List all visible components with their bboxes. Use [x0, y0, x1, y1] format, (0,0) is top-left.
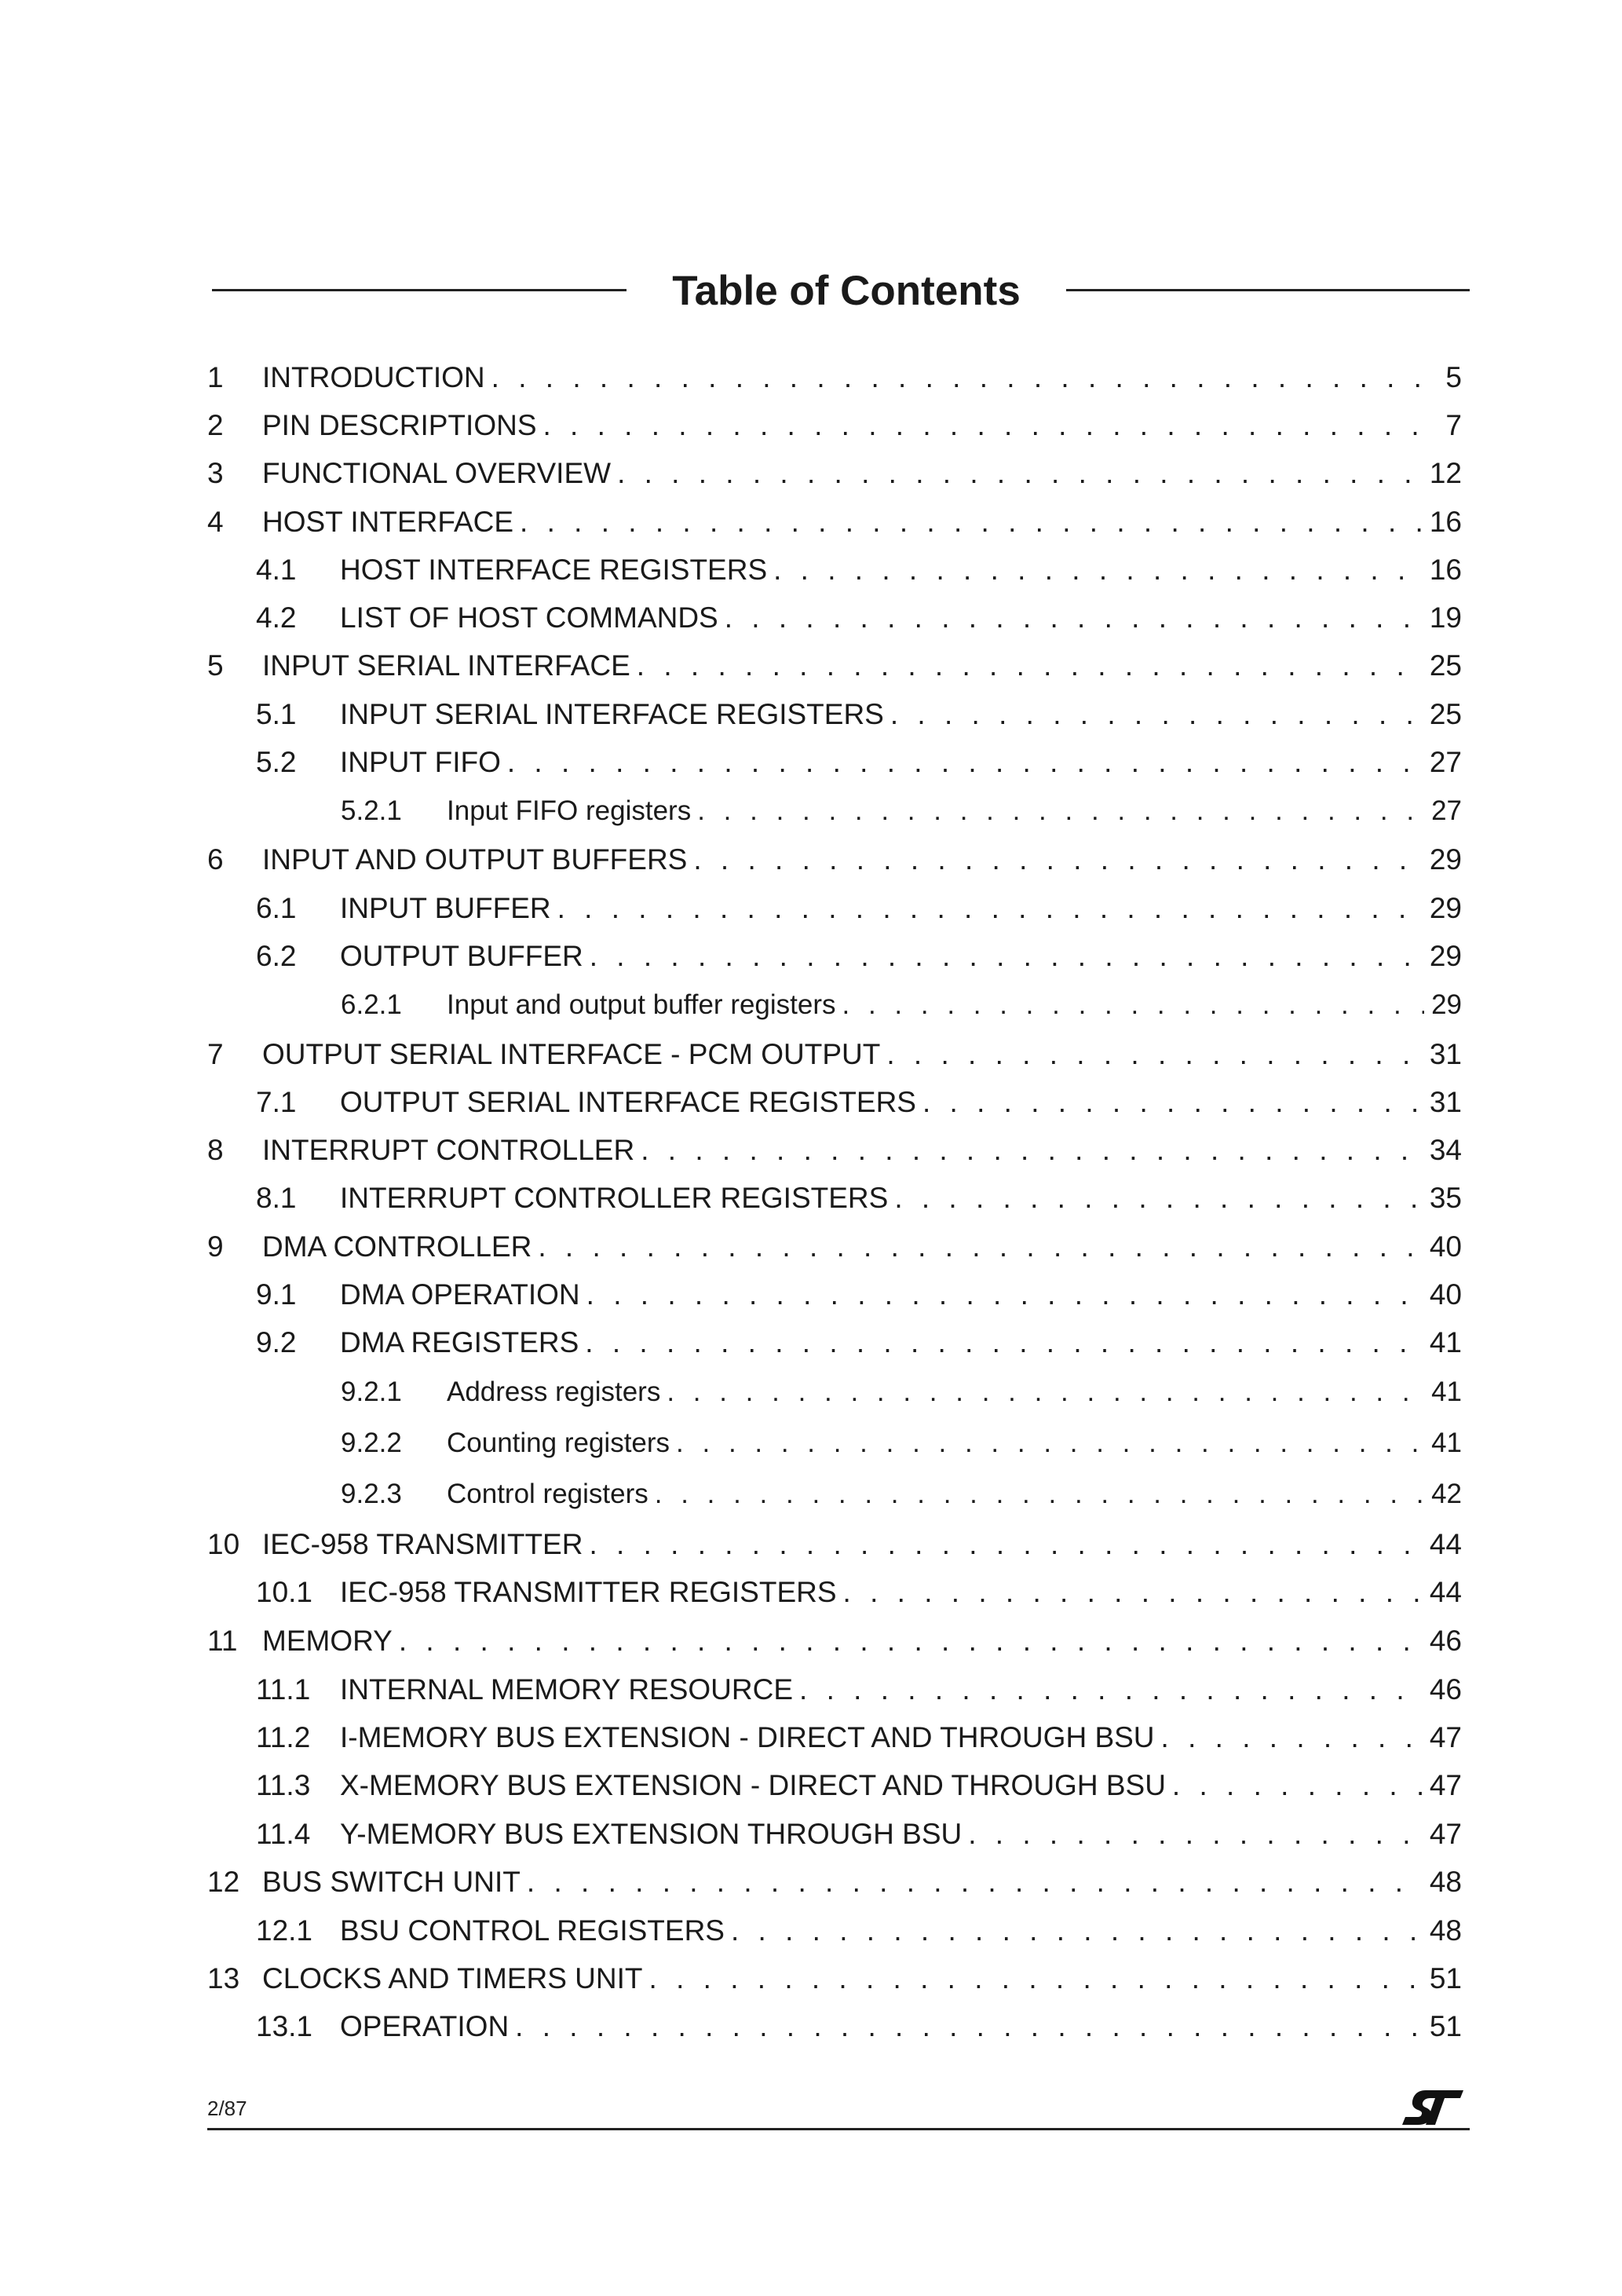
toc-dot-leader — [697, 792, 1424, 831]
toc-entry-page: 29 — [1429, 940, 1462, 972]
toc-entry[interactable] — [207, 598, 1462, 638]
toc-entry-page: 48 — [1429, 1914, 1462, 1947]
toc-dot-leader — [799, 1670, 1423, 1709]
toc-entry[interactable] — [207, 695, 1462, 734]
toc-dot-leader — [507, 743, 1423, 782]
toc-dot-leader — [585, 1323, 1423, 1362]
toc-dot-leader — [399, 1621, 1423, 1661]
toc-entry-label: OUTPUT SERIAL INTERFACE - PCM OUTPUT — [262, 1038, 881, 1070]
toc-entry-number: 1 — [207, 361, 224, 393]
toc-entry[interactable] — [207, 743, 1462, 782]
toc-entry-number: 3 — [207, 457, 224, 489]
toc-entry-page: 46 — [1429, 1673, 1462, 1706]
toc-dot-leader — [586, 1275, 1423, 1314]
toc-entry-label: INPUT BUFFER — [340, 892, 551, 924]
toc-dot-leader — [667, 1373, 1424, 1412]
toc-entry-label: INPUT AND OUTPUT BUFFERS — [262, 843, 688, 876]
toc-entry-number: 5.1 — [256, 698, 297, 730]
toc-entry[interactable] — [207, 503, 1462, 542]
toc-dot-leader — [842, 985, 1424, 1025]
toc-dot-leader — [491, 358, 1424, 397]
toc-entry[interactable] — [207, 985, 1462, 1025]
toc-entry-number: 13 — [207, 1962, 240, 1994]
toc-dot-leader — [655, 1475, 1424, 1514]
toc-dot-leader — [725, 598, 1423, 638]
toc-dot-leader — [843, 1573, 1423, 1612]
toc-entry-page: 27 — [1429, 746, 1462, 778]
toc-entry-number: 9 — [207, 1230, 224, 1263]
toc-dot-leader — [1172, 1766, 1423, 1805]
toc-entry-label: INTERRUPT CONTROLLER — [262, 1134, 635, 1166]
toc-dot-leader — [538, 1227, 1423, 1267]
toc-entry-label: Counting registers — [447, 1428, 670, 1458]
toc-entry-label: PIN DESCRIPTIONS — [262, 409, 537, 441]
toc-entry-label: OPERATION — [340, 2010, 510, 2042]
toc-dot-leader — [589, 1525, 1423, 1564]
toc-entry-number: 10 — [207, 1528, 240, 1560]
toc-entry-number: 9.2.1 — [341, 1377, 402, 1407]
page-title: Table of Contents — [672, 268, 1021, 314]
toc-entry[interactable] — [207, 1323, 1462, 1362]
toc-entry-label: DMA REGISTERS — [340, 1326, 579, 1358]
toc-entry-label: INTERRUPT CONTROLLER REGISTERS — [340, 1182, 889, 1214]
toc-entry[interactable] — [207, 937, 1462, 976]
toc-entry-page: 29 — [1431, 989, 1462, 1020]
toc-entry-label: LIST OF HOST COMMANDS — [340, 601, 718, 634]
toc-entry-number: 9.2 — [256, 1326, 297, 1358]
toc-entry-page: 41 — [1431, 1377, 1462, 1407]
toc-entry-page: 31 — [1429, 1086, 1462, 1118]
toc-entry[interactable] — [207, 792, 1462, 831]
toc-entry-page: 35 — [1429, 1182, 1462, 1214]
toc-entry-number: 7.1 — [256, 1086, 297, 1118]
toc-entry[interactable] — [207, 1621, 1462, 1661]
toc-entry[interactable] — [207, 406, 1462, 445]
toc-dot-leader — [886, 1035, 1423, 1074]
toc-entry[interactable] — [207, 1424, 1462, 1463]
toc-entry-label: OUTPUT SERIAL INTERFACE REGISTERS — [340, 1086, 916, 1118]
toc-dot-leader — [520, 503, 1423, 542]
toc-entry-label: IEC-958 TRANSMITTER REGISTERS — [340, 1576, 837, 1608]
toc-dot-leader — [617, 454, 1423, 493]
toc-entry-number: 4.1 — [256, 554, 297, 586]
toc-entry-number: 5.2 — [256, 746, 297, 778]
toc-entry-number: 9.2.2 — [341, 1428, 402, 1458]
toc-entry-page: 47 — [1429, 1769, 1462, 1801]
toc-entry[interactable] — [207, 1525, 1462, 1564]
toc-entry-page: 16 — [1429, 506, 1462, 538]
toc-entry[interactable] — [207, 1815, 1462, 1854]
toc-entry-label: HOST INTERFACE REGISTERS — [340, 554, 768, 586]
toc-entry-page: 12 — [1429, 457, 1462, 489]
toc-entry-page: 51 — [1429, 2010, 1462, 2042]
toc-entry-label: Y-MEMORY BUS EXTENSION THROUGH BSU — [340, 1818, 963, 1850]
toc-entry-number: 13.1 — [256, 2010, 313, 2042]
header-rule-left — [212, 289, 627, 291]
toc-entry-number: 6 — [207, 843, 224, 876]
st-logo-icon — [1402, 2090, 1463, 2125]
toc-dot-leader — [515, 2007, 1423, 2046]
toc-entry-number: 11.3 — [256, 1769, 311, 1801]
toc-entry[interactable] — [207, 1670, 1462, 1709]
toc-entry-label: INPUT FIFO — [340, 746, 501, 778]
toc-entry-label: Address registers — [447, 1377, 661, 1407]
toc-entry-label: INTRODUCTION — [262, 361, 485, 393]
toc-entry-page: 29 — [1429, 843, 1462, 876]
toc-dot-leader — [637, 646, 1423, 686]
toc-dot-leader — [641, 1131, 1423, 1170]
toc-dot-leader — [590, 937, 1423, 976]
toc-entry[interactable] — [207, 1179, 1462, 1218]
header-rule-right — [1066, 289, 1470, 291]
toc-entry-page: 41 — [1431, 1428, 1462, 1458]
toc-dot-leader — [731, 1911, 1423, 1951]
toc-dot-leader — [773, 550, 1423, 590]
toc-entry[interactable] — [207, 2007, 1462, 2046]
toc-entry-number: 10.1 — [256, 1576, 313, 1608]
toc-entry-number: 8.1 — [256, 1182, 297, 1214]
toc-entry-page: 7 — [1445, 409, 1462, 441]
toc-entry[interactable] — [207, 1131, 1462, 1170]
toc-entry-page: 47 — [1429, 1818, 1462, 1850]
toc-entry-number: 9.1 — [256, 1278, 297, 1311]
toc-entry-number: 6.1 — [256, 892, 297, 924]
toc-dot-leader — [1161, 1718, 1423, 1757]
toc-dot-leader — [527, 1863, 1423, 1902]
toc-entry-page: 5 — [1445, 361, 1462, 393]
toc-entry-number: 12 — [207, 1866, 240, 1898]
toc-entry-number: 5.2.1 — [341, 795, 402, 826]
toc-entry-number: 12.1 — [256, 1914, 313, 1947]
toc-entry-label: I-MEMORY BUS EXTENSION - DIRECT AND THROUGH BSU — [340, 1721, 1155, 1753]
toc-entry[interactable] — [207, 1035, 1462, 1074]
toc-entry[interactable] — [207, 1959, 1462, 1998]
toc-entry-page: 44 — [1429, 1576, 1462, 1608]
toc-entry-label: CLOCKS AND TIMERS UNIT — [262, 1962, 643, 1994]
toc-entry[interactable] — [207, 1863, 1462, 1902]
toc-entry-label: BSU CONTROL REGISTERS — [340, 1914, 725, 1947]
toc-entry-label: DMA OPERATION — [340, 1278, 580, 1311]
toc-entry-page: 31 — [1429, 1038, 1462, 1070]
toc-entry-page: 51 — [1429, 1962, 1462, 1994]
toc-entry[interactable] — [207, 889, 1462, 928]
toc-entry-label: IEC-958 TRANSMITTER — [262, 1528, 583, 1560]
toc-entry-number: 11.1 — [256, 1673, 311, 1706]
toc-dot-leader — [649, 1959, 1423, 1998]
toc-entry-label: Control registers — [447, 1479, 648, 1509]
toc-dot-leader — [968, 1815, 1423, 1854]
toc-dot-leader — [676, 1424, 1424, 1463]
toc-entry[interactable] — [207, 840, 1462, 879]
toc-entry-page: 40 — [1429, 1230, 1462, 1263]
toc-entry-page: 46 — [1429, 1625, 1462, 1657]
toc-entry-page: 48 — [1429, 1866, 1462, 1898]
toc-entry-number: 8 — [207, 1134, 224, 1166]
toc-entry[interactable] — [207, 1911, 1462, 1951]
toc-header — [212, 264, 1470, 327]
toc-entry-page: 47 — [1429, 1721, 1462, 1753]
toc-entry[interactable] — [207, 1475, 1462, 1514]
toc-entry-number: 2 — [207, 409, 224, 441]
toc-entry-page: 16 — [1429, 554, 1462, 586]
toc-entry-number: 11 — [207, 1625, 238, 1657]
toc-entry-number: 6.2 — [256, 940, 297, 972]
toc-entry-label: BUS SWITCH UNIT — [262, 1866, 521, 1898]
toc-entry[interactable] — [207, 454, 1462, 493]
toc-entry-label: DMA CONTROLLER — [262, 1230, 532, 1263]
toc-dot-leader — [557, 889, 1423, 928]
toc-entry-number: 7 — [207, 1038, 224, 1070]
toc-entry-page: 25 — [1429, 698, 1462, 730]
toc-entry-page: 19 — [1429, 601, 1462, 634]
toc-entry-number: 9.2.3 — [341, 1479, 402, 1509]
toc-entry[interactable] — [207, 1766, 1462, 1805]
toc-entry-page: 40 — [1429, 1278, 1462, 1311]
toc-entry-label: INPUT SERIAL INTERFACE REGISTERS — [340, 698, 884, 730]
toc-entry[interactable] — [207, 1275, 1462, 1314]
footer-rule — [207, 2128, 1470, 2130]
toc-entry-label: X-MEMORY BUS EXTENSION - DIRECT AND THROUGH BSU — [340, 1769, 1166, 1801]
page-number: 2/87 — [207, 2097, 247, 2120]
toc-entry[interactable] — [207, 1083, 1462, 1122]
toc-entry-page: 34 — [1429, 1134, 1462, 1166]
toc-entry[interactable] — [207, 550, 1462, 590]
toc-entry[interactable] — [207, 646, 1462, 686]
toc-entry-page: 42 — [1431, 1479, 1462, 1509]
toc-entry-page: 44 — [1429, 1528, 1462, 1560]
toc-entry-number: 4.2 — [256, 601, 297, 634]
toc-dot-leader — [543, 406, 1425, 445]
toc-entry-label: OUTPUT BUFFER — [340, 940, 583, 972]
toc-entry-label: INTERNAL MEMORY RESOURCE — [340, 1673, 794, 1706]
page-footer — [207, 2090, 1470, 2137]
toc-dot-leader — [693, 840, 1423, 879]
toc-entry-label: FUNCTIONAL OVERVIEW — [262, 457, 612, 489]
toc-entry-page: 41 — [1429, 1326, 1462, 1358]
toc-entry-label: INPUT SERIAL INTERFACE — [262, 649, 630, 682]
toc-entry[interactable] — [207, 358, 1462, 397]
toc-entry-number: 11.4 — [256, 1818, 311, 1850]
toc-entry-page: 29 — [1429, 892, 1462, 924]
toc-dot-leader — [890, 695, 1423, 734]
toc-entry-page: 25 — [1429, 649, 1462, 682]
toc-entry-label: Input FIFO registers — [447, 795, 692, 826]
toc-entry-number: 11.2 — [256, 1721, 311, 1753]
toc-entry-number: 5 — [207, 649, 224, 682]
toc-entry[interactable] — [207, 1718, 1462, 1757]
toc-entry[interactable] — [207, 1227, 1462, 1267]
toc-entry-page: 27 — [1431, 795, 1462, 826]
toc-entry-label: Input and output buffer registers — [447, 989, 836, 1020]
toc-entry[interactable] — [207, 1573, 1462, 1612]
toc-entry[interactable] — [207, 1373, 1462, 1412]
toc-entry-number: 6.2.1 — [341, 989, 402, 1020]
toc-entry-number: 4 — [207, 506, 224, 538]
toc-dot-leader — [894, 1179, 1423, 1218]
toc-entry-label: HOST INTERFACE — [262, 506, 514, 538]
toc-entry-label: MEMORY — [262, 1625, 393, 1657]
toc-dot-leader — [922, 1083, 1423, 1122]
